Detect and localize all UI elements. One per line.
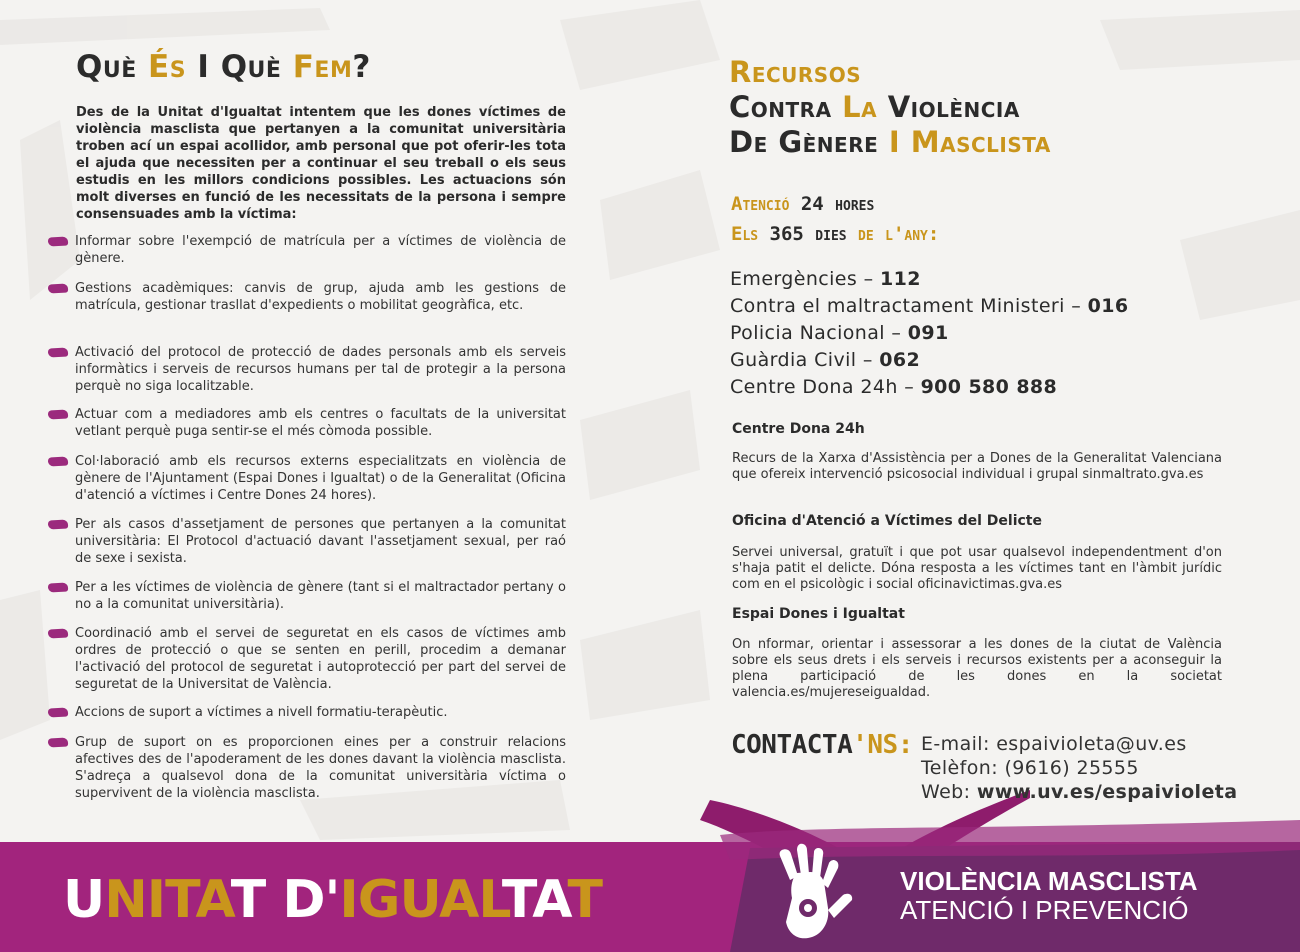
brush-stroke-bullet-icon: [48, 707, 68, 717]
title-part: Violència: [877, 90, 1020, 124]
list-item: [48, 344, 566, 395]
title-part-highlight: I Masclista: [888, 125, 1051, 159]
phone-number: 900 580 888: [920, 376, 1058, 398]
unitat-igualtat-logo: [63, 870, 602, 930]
web-link[interactable]: www.uv.es/espaivioleta: [976, 781, 1238, 803]
phone-label: Telèfon:: [921, 757, 1005, 779]
left-section-title: [76, 49, 371, 85]
contact-phone: [921, 756, 1237, 780]
list-item-text: Col·laboració amb els recursos externs especialitzats en violència de gènere de l'Ajuntament (Espai Dones i Igualtat) o de la Generalitat (Oficina d'atenció a víctimes i Centre Dones 24 hores).: [75, 454, 566, 503]
resource-title: Oficina d'Atenció a Víctimes del Delicte: [732, 513, 1042, 529]
contact-web: [921, 780, 1237, 804]
web-label: Web:: [921, 781, 977, 803]
slogan-line: ATENCIÓ I PREVENCIÓ: [900, 895, 1189, 925]
resource-title: Centre Dona 24h: [732, 421, 865, 437]
phone-line: [730, 374, 1128, 401]
hand-print-icon: [762, 838, 872, 948]
resource-title: Espai Dones i Igualtat: [732, 606, 905, 622]
resource-text: On nformar, orientar i assessorar a les dones de la ciutat de València sobre els seus drets i els serveis i recursos existents per a aconseguir la plena participació de les dones en la societat valencia.es/mujereseigualdad.: [732, 637, 1222, 700]
resources-title: [729, 55, 1051, 160]
list-item-text: Grup de suport on es proporcionen eines per a construir relacions afectives des de l'apoderament de les dones davant la violència masclista. S'adreça a qualsevol dona de la comunitat universitària víctima o supervivent de la violència masclista.: [75, 735, 566, 801]
brand-part: T: [230, 870, 266, 930]
phone-line: [730, 293, 1128, 320]
phone-number: 112: [879, 268, 921, 290]
hours-part: Els: [731, 223, 759, 245]
list-item: [48, 516, 566, 567]
brush-stroke-bullet-icon: [48, 409, 68, 419]
resource-text: Servei universal, gratuït i que pot usar qualsevol independentment d'on s'haja patit el delicte. Dóna resposta a les víctimes tant en l'àmbit jurídic com en el psicològic i social oficinavictimas.gva.es: [732, 545, 1222, 592]
brush-stroke-bullet-icon: [48, 283, 68, 293]
hours-part: Atenció: [731, 193, 790, 215]
brush-stroke-bullet-icon: [48, 347, 68, 357]
list-item-text: Accions de suport a víctimes a nivell formatiu-terapèutic.: [75, 705, 448, 720]
phone-line: [730, 320, 1128, 347]
phone-line: [730, 347, 1128, 374]
brush-stroke-bullet-icon: [48, 628, 68, 638]
phone-label: Guàrdia Civil –: [730, 349, 880, 371]
brand-part: IGUAL: [339, 870, 502, 930]
phone-label: Centre Dona 24h –: [730, 376, 921, 398]
brand-part: D': [265, 870, 340, 930]
brush-stroke-bullet-icon: [48, 737, 68, 747]
hours-part: de l'any:: [858, 223, 940, 245]
hours-part: 24 hores: [789, 193, 875, 215]
list-item: [48, 579, 566, 613]
list-item-text: Coordinació amb el servei de seguretat en els casos de víctimes amb ordres de protecció o que se senten en perill, procedim a demanar l'activació del protocol de seguretat i autoprotecció per part del servei de seguretat de la Universitat de València.: [75, 626, 566, 692]
title-part: De Gènere: [729, 125, 889, 159]
phone-value: (9616) 25555: [1004, 757, 1139, 779]
hours-part: 365 dies: [758, 223, 859, 245]
list-item-text: Actuar com a mediadores amb els centres o facultats de la universitat vetlant perquè puga sentir-se el més còmoda possible.: [75, 407, 566, 439]
brand-part: TA: [501, 870, 568, 930]
list-item-text: Activació del protocol de protecció de dades personals amb els serveis informàtics i serveis de recursos humans per tal de protegir a la persona perquè no siga localitzable.: [75, 345, 566, 394]
hours-info: [731, 189, 939, 249]
phone-number: 062: [879, 349, 921, 371]
list-item-text: Per als casos d'assetjament de persones que pertanyen a la comunitat universitària: El Protocol d'actuació davant l'assetjament sexual, per raó de sexe i sexista.: [75, 517, 566, 566]
email-label: E-mail:: [921, 733, 997, 755]
list-item: [48, 625, 566, 693]
email-link[interactable]: espaivioleta@uv.es: [996, 733, 1187, 755]
contact-email: [921, 732, 1237, 756]
list-item-text: Per a les víctimes de violència de gènere (tant si el maltractador pertany o no a la comunitat universitària).: [75, 580, 566, 612]
title-part-highlight: Fem: [292, 49, 353, 85]
slogan: [900, 866, 1198, 924]
title-part: I Què: [186, 49, 293, 85]
brush-stroke-bullet-icon: [48, 236, 68, 246]
title-part: Contra: [729, 90, 843, 124]
contact-label-part: CONTACTA: [731, 730, 853, 760]
contact-details: [921, 732, 1237, 804]
list-item: [48, 280, 566, 314]
list-item: [48, 734, 566, 802]
brand-part: T: [567, 870, 602, 930]
brush-stroke-bullet-icon: [48, 519, 68, 529]
list-item: [48, 233, 566, 267]
phone-label: Contra el maltractament Ministeri –: [730, 295, 1088, 317]
title-line: Recursos: [729, 55, 862, 89]
phone-number: 091: [907, 322, 949, 344]
brush-stroke-bullet-icon: [48, 582, 68, 592]
list-item-text: Informar sobre l'exempció de matrícula per a víctimes de violència de gènere.: [75, 234, 566, 266]
brush-stroke-bullet-icon: [48, 456, 68, 466]
title-part: Què: [76, 49, 149, 85]
list-item: [48, 406, 566, 440]
title-part: ?: [352, 49, 371, 85]
brand-part: NITA: [104, 870, 231, 930]
phone-label: Emergències –: [730, 268, 880, 290]
phone-number: 016: [1087, 295, 1129, 317]
list-item: [48, 704, 566, 721]
intro-paragraph: Des de la Unitat d'Igualtat intentem que les dones víctimes de violència masclista que pertanyen a la comunitat universitària troben ací un espai acollidor, amb personal que pot oferir-les tota el ajuda que necessiten per a continuar el seu treball o els seus estudis en les millors condicions possibles. Les actuacions són molt diverses en funció de les necessitats de la persona i sempre consensuades amb la víctima:: [76, 105, 566, 222]
phone-label: Policia Nacional –: [730, 322, 908, 344]
phone-line: [730, 266, 1128, 293]
contact-label: [731, 730, 913, 760]
phone-list: [730, 266, 1128, 401]
slogan-line: VIOLÈNCIA MASCLISTA: [900, 866, 1198, 896]
brand-part: U: [63, 870, 105, 930]
list-item: [48, 453, 566, 504]
title-part-highlight: És: [148, 49, 187, 85]
list-item-text: Gestions acadèmiques: canvis de grup, ajuda amb les gestions de matrícula, gestionar trasllat d'expedients o mobilitat geogràfica, etc.: [75, 281, 566, 313]
resource-text: Recurs de la Xarxa d'Assistència per a Dones de la Generalitat Valenciana que ofereix intervenció psicosocial individual i grupal sinmaltrato.gva.es: [732, 451, 1222, 482]
contact-label-part: 'NS:: [852, 730, 913, 760]
title-part-highlight: La: [842, 90, 878, 124]
